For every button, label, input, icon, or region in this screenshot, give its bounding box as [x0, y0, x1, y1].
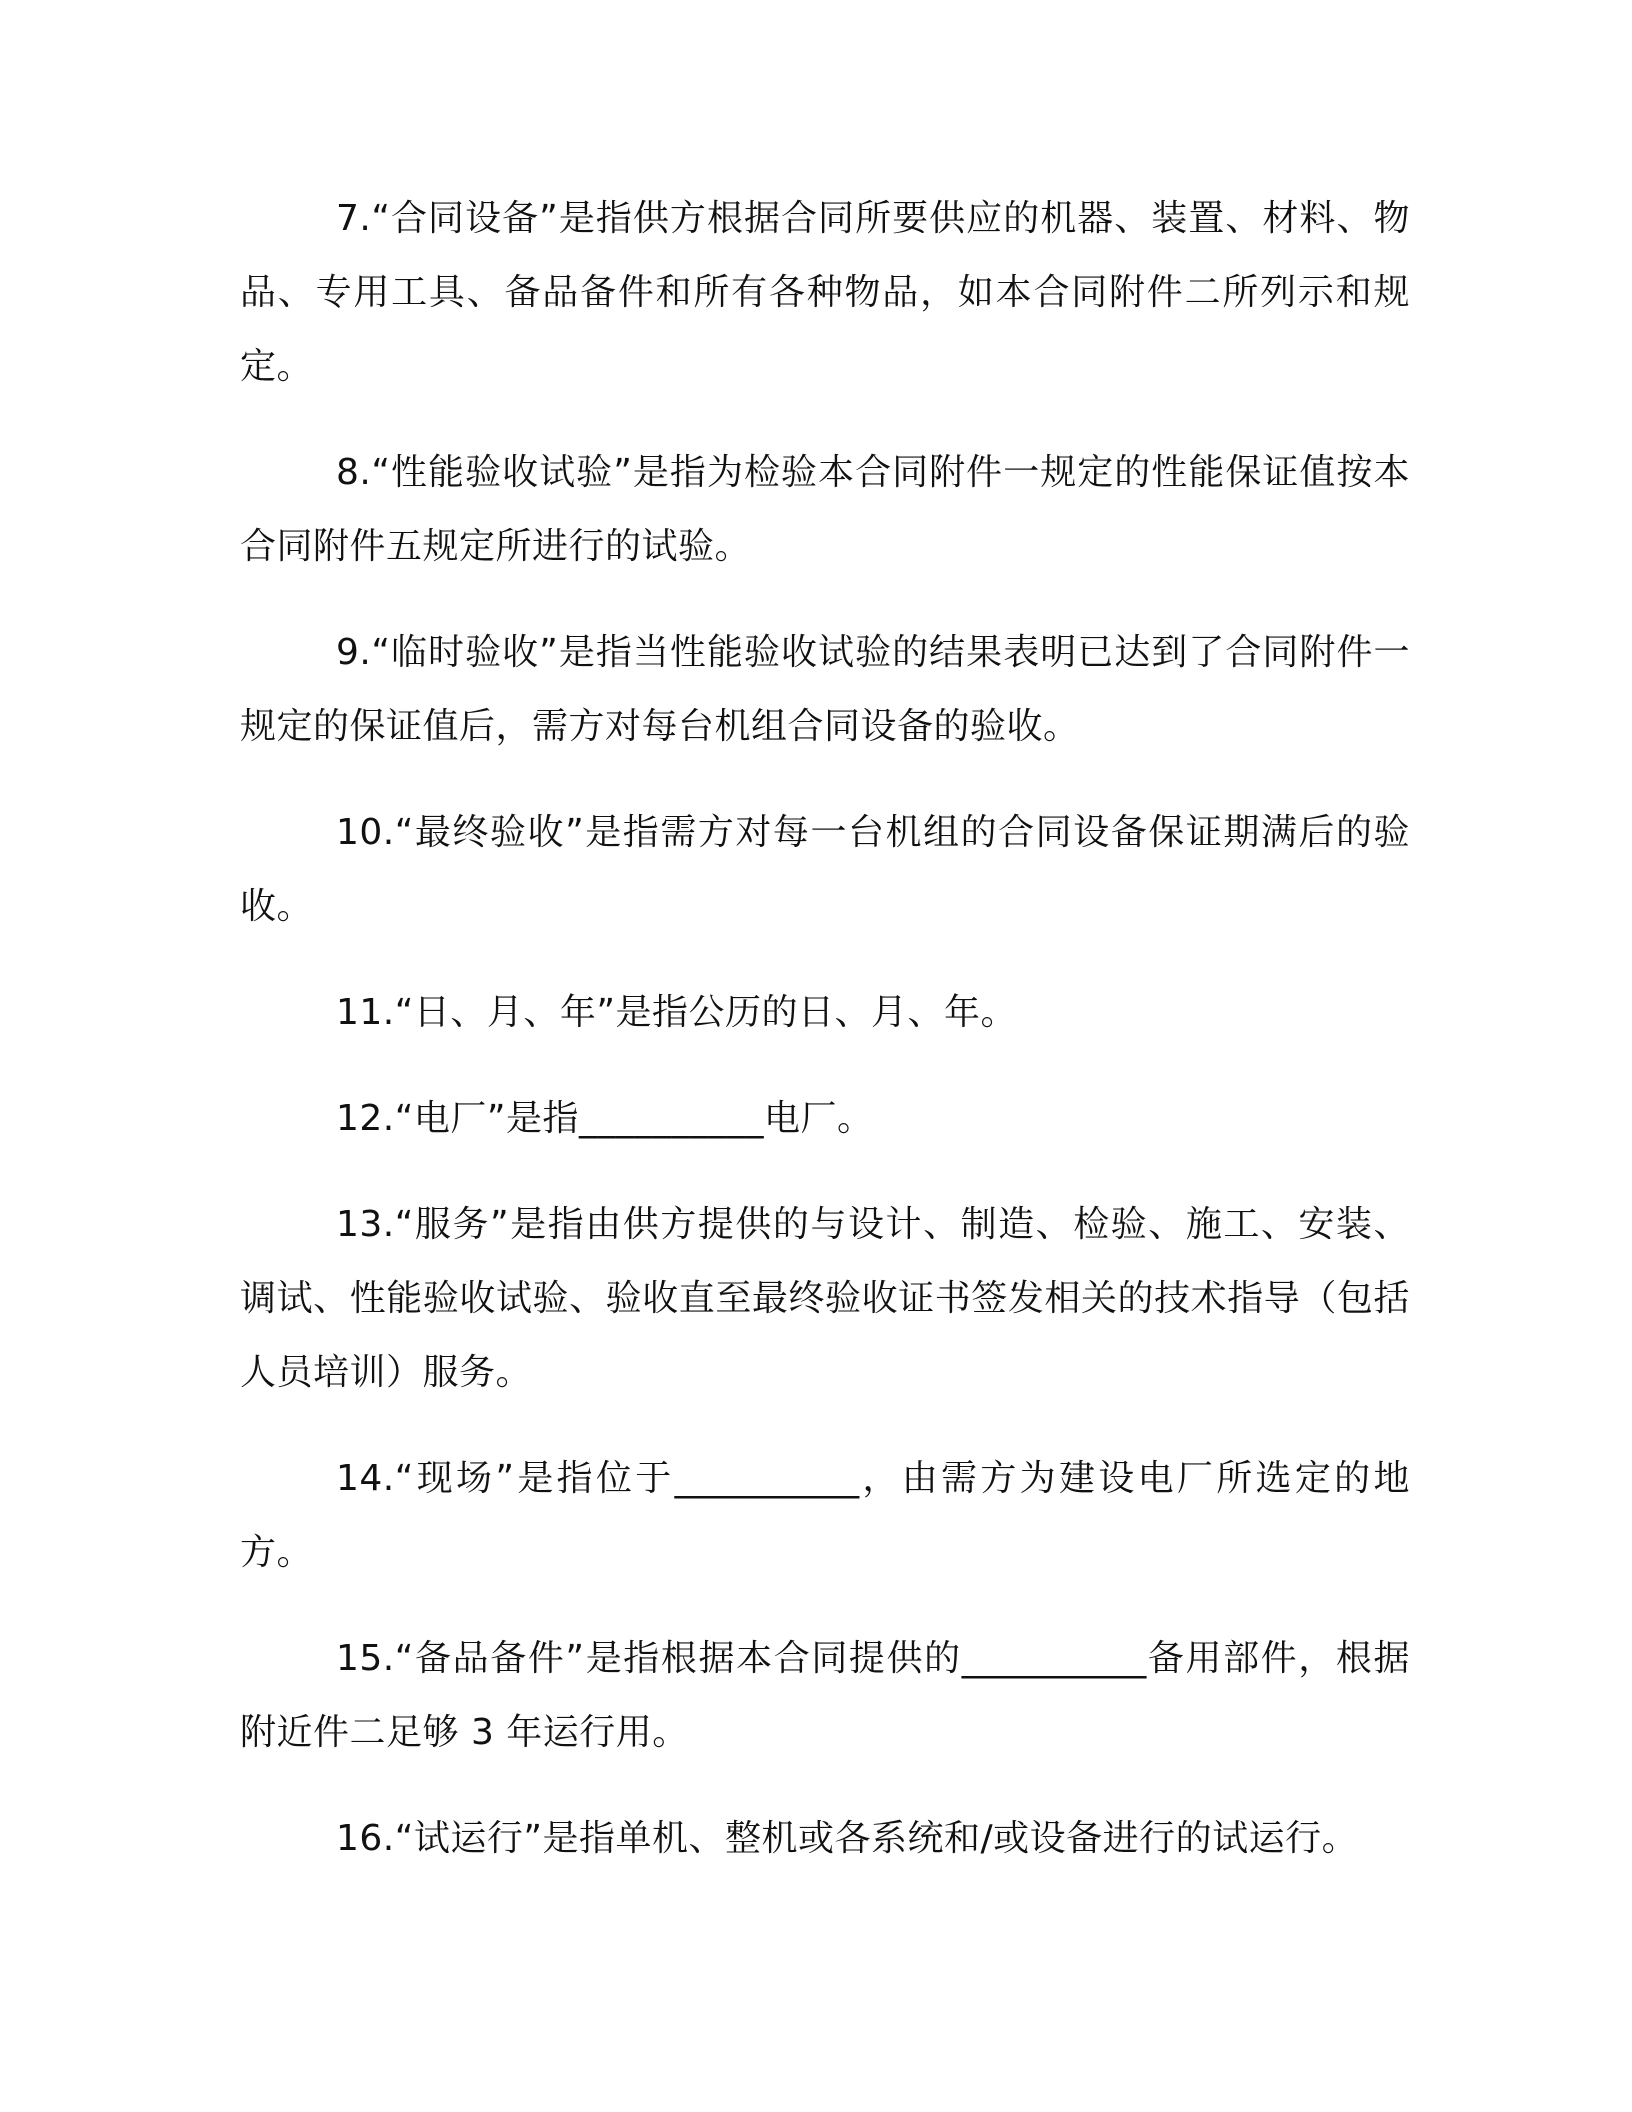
- clause-16: 16.“试运行”是指单机、整机或各系统和/或设备进行的试运行。: [336, 1818, 1359, 1859]
- clause-15: 15.“备品备件”是指根据本合同提供的__________备用部件，根据附近件二足够 3 年运行用。: [240, 1638, 1410, 1753]
- document-body: [240, 182, 1410, 1908]
- clause-9: 9.“临时验收”是指当性能验收试验的结果表明已达到了合同附件一规定的保证值后，需方对每台机组合同设备的验收。: [240, 632, 1410, 747]
- clause-14: 14.“现场”是指位于__________，由需方为建设电厂所选定的地方。: [240, 1458, 1410, 1573]
- clause-11: 11.“日、月、年”是指公历的日、月、年。: [336, 992, 1018, 1033]
- clause-13: 13.“服务”是指由供方提供的与设计、制造、检验、施工、安装、调试、性能验收试验、验收直至最终验收证书签发相关的技术指导（包括人员培训）服务。: [240, 1204, 1410, 1393]
- clause-8: 8.“性能验收试验”是指为检验本合同附件一规定的性能保证值按本合同附件五规定所进行的试验。: [240, 452, 1410, 567]
- clause-12: 12.“电厂”是指__________电厂。: [336, 1098, 874, 1139]
- clause-7: 7.“合同设备”是指供方根据合同所要供应的机器、装置、材料、物品、专用工具、备品备件和所有各种物品，如本合同附件二所列示和规定。: [240, 198, 1410, 387]
- clause-10: 10.“最终验收”是指需方对每一台机组的合同设备保证期满后的验收。: [240, 812, 1410, 927]
